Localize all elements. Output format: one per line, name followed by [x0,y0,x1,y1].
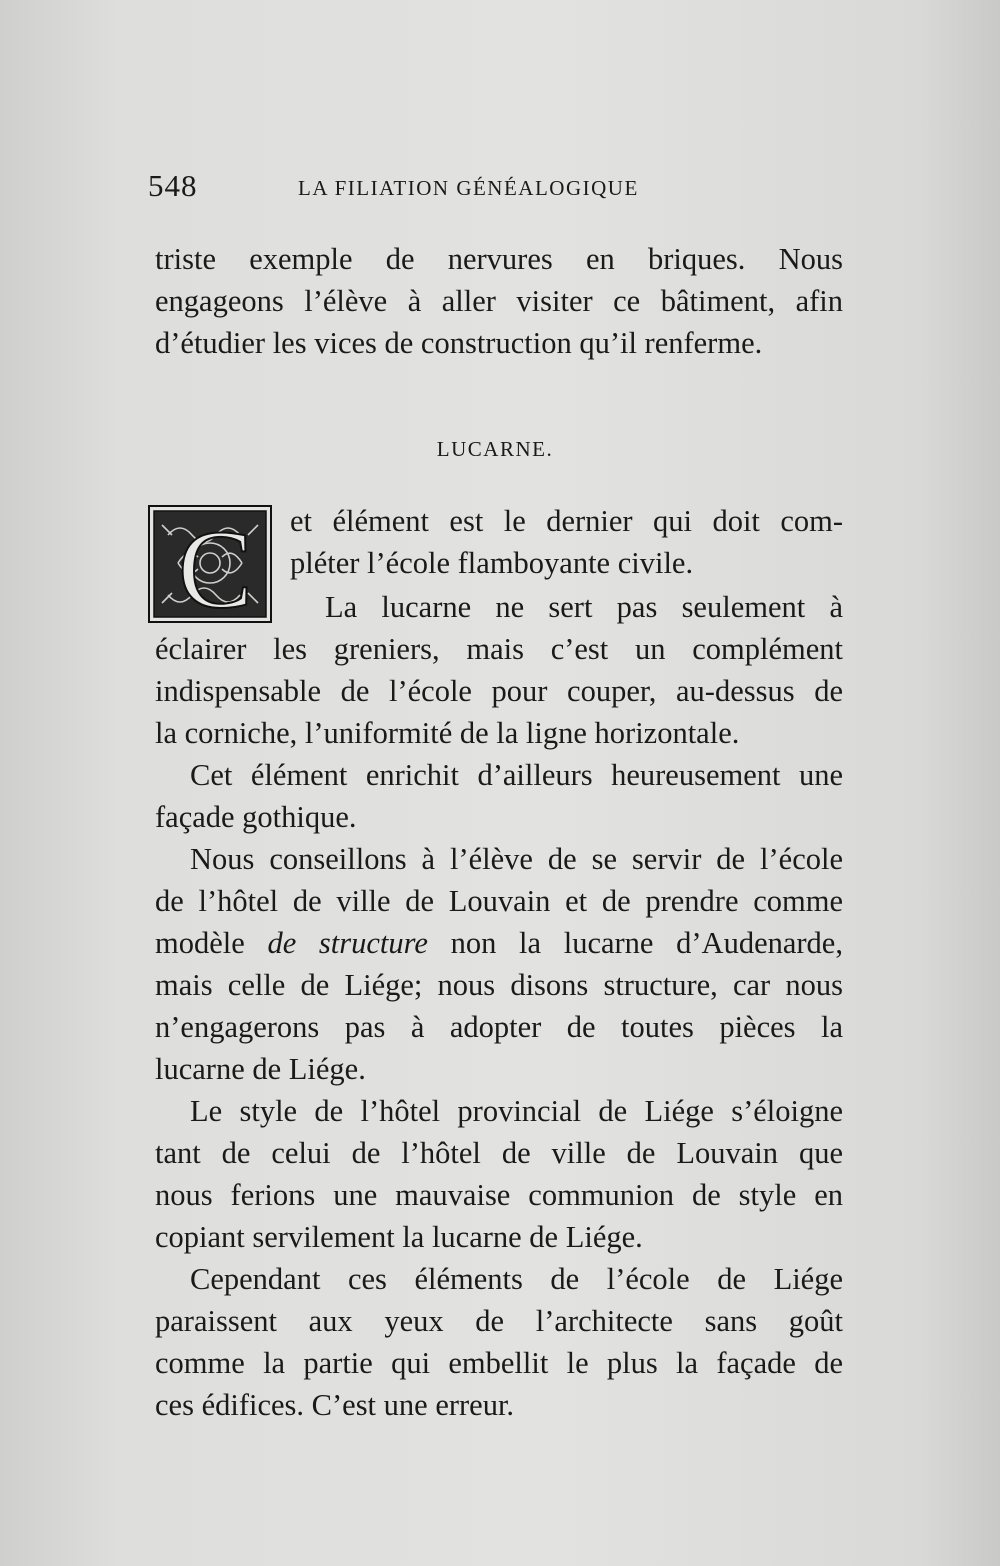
p4-emphasis: de structure [267,926,428,960]
p4-line-3-pre: modèle [155,926,268,960]
p6-line-2: paraissent aux yeux de l’architecte sans goût [155,1304,843,1338]
p6-line-1: Cependant ces éléments de l’école de Liége [190,1262,843,1296]
p2-line-3: indispensable de l’école pour couper, au-dessus de [155,674,843,708]
p3-line-2: façade gothique. [155,800,357,834]
p4-line-5: n’engagerons pas à adopter de toutes pièces la [155,1010,843,1044]
page-header [148,168,848,208]
section-heading: LUCARNE. [436,437,554,461]
page-number: 548 [148,168,198,203]
intro-line-3: d’étudier les vices de construction qu’il renferme. [155,326,763,360]
p2-line-2: éclairer les greniers, mais c’est un complément [155,632,843,666]
p1-line-1: et élément est le dernier qui doit com- [290,504,843,538]
drop-cap-ornament-icon [148,505,272,623]
p5-line-2: tant de celui de l’hôtel de ville de Louvain que [155,1136,843,1170]
p4-line-3 [155,922,843,964]
p4-line-1: Nous conseillons à l’élève de se servir de l’école [190,842,843,876]
p4-line-6: lucarne de Liége. [155,1052,366,1086]
drop-cap-letter: C [178,508,253,623]
p2-line-4: la corniche, l’uniformité de la ligne horizontale. [155,716,740,750]
p2-line-1: La lucarne ne sert pas seulement à [325,590,843,624]
p4-line-2: de l’hôtel de ville de Louvain et de prendre comme [155,884,843,918]
p4-line-3-post: non la lucarne d’Audenarde, [427,926,843,960]
p5-line-4: copiant servilement la lucarne de Liége. [155,1220,643,1254]
ornamental-drop-cap [148,505,272,623]
running-title: LA FILIATION GÉNÉALOGIQUE [298,176,639,200]
p3-line-1: Cet élément enrichit d’ailleurs heureusement une [190,758,843,792]
p6-line-4: ces édifices. C’est une erreur. [155,1388,515,1422]
p1-line-2: pléter l’école flamboyante civile. [290,546,694,580]
p6-line-3: comme la partie qui embellit le plus la façade de [155,1346,843,1380]
p5-line-3: nous ferions une mauvaise communion de style en [155,1178,843,1212]
p5-line-1: Le style de l’hôtel provincial de Liége s’éloigne [190,1094,843,1128]
p4-line-4: mais celle de Liége; nous disons structure, car nous [155,968,843,1002]
intro-line-1: triste exemple de nervures en briques. Nous [155,242,843,276]
intro-line-2: engageons l’élève à aller visiter ce bâtiment, afin [155,284,843,318]
